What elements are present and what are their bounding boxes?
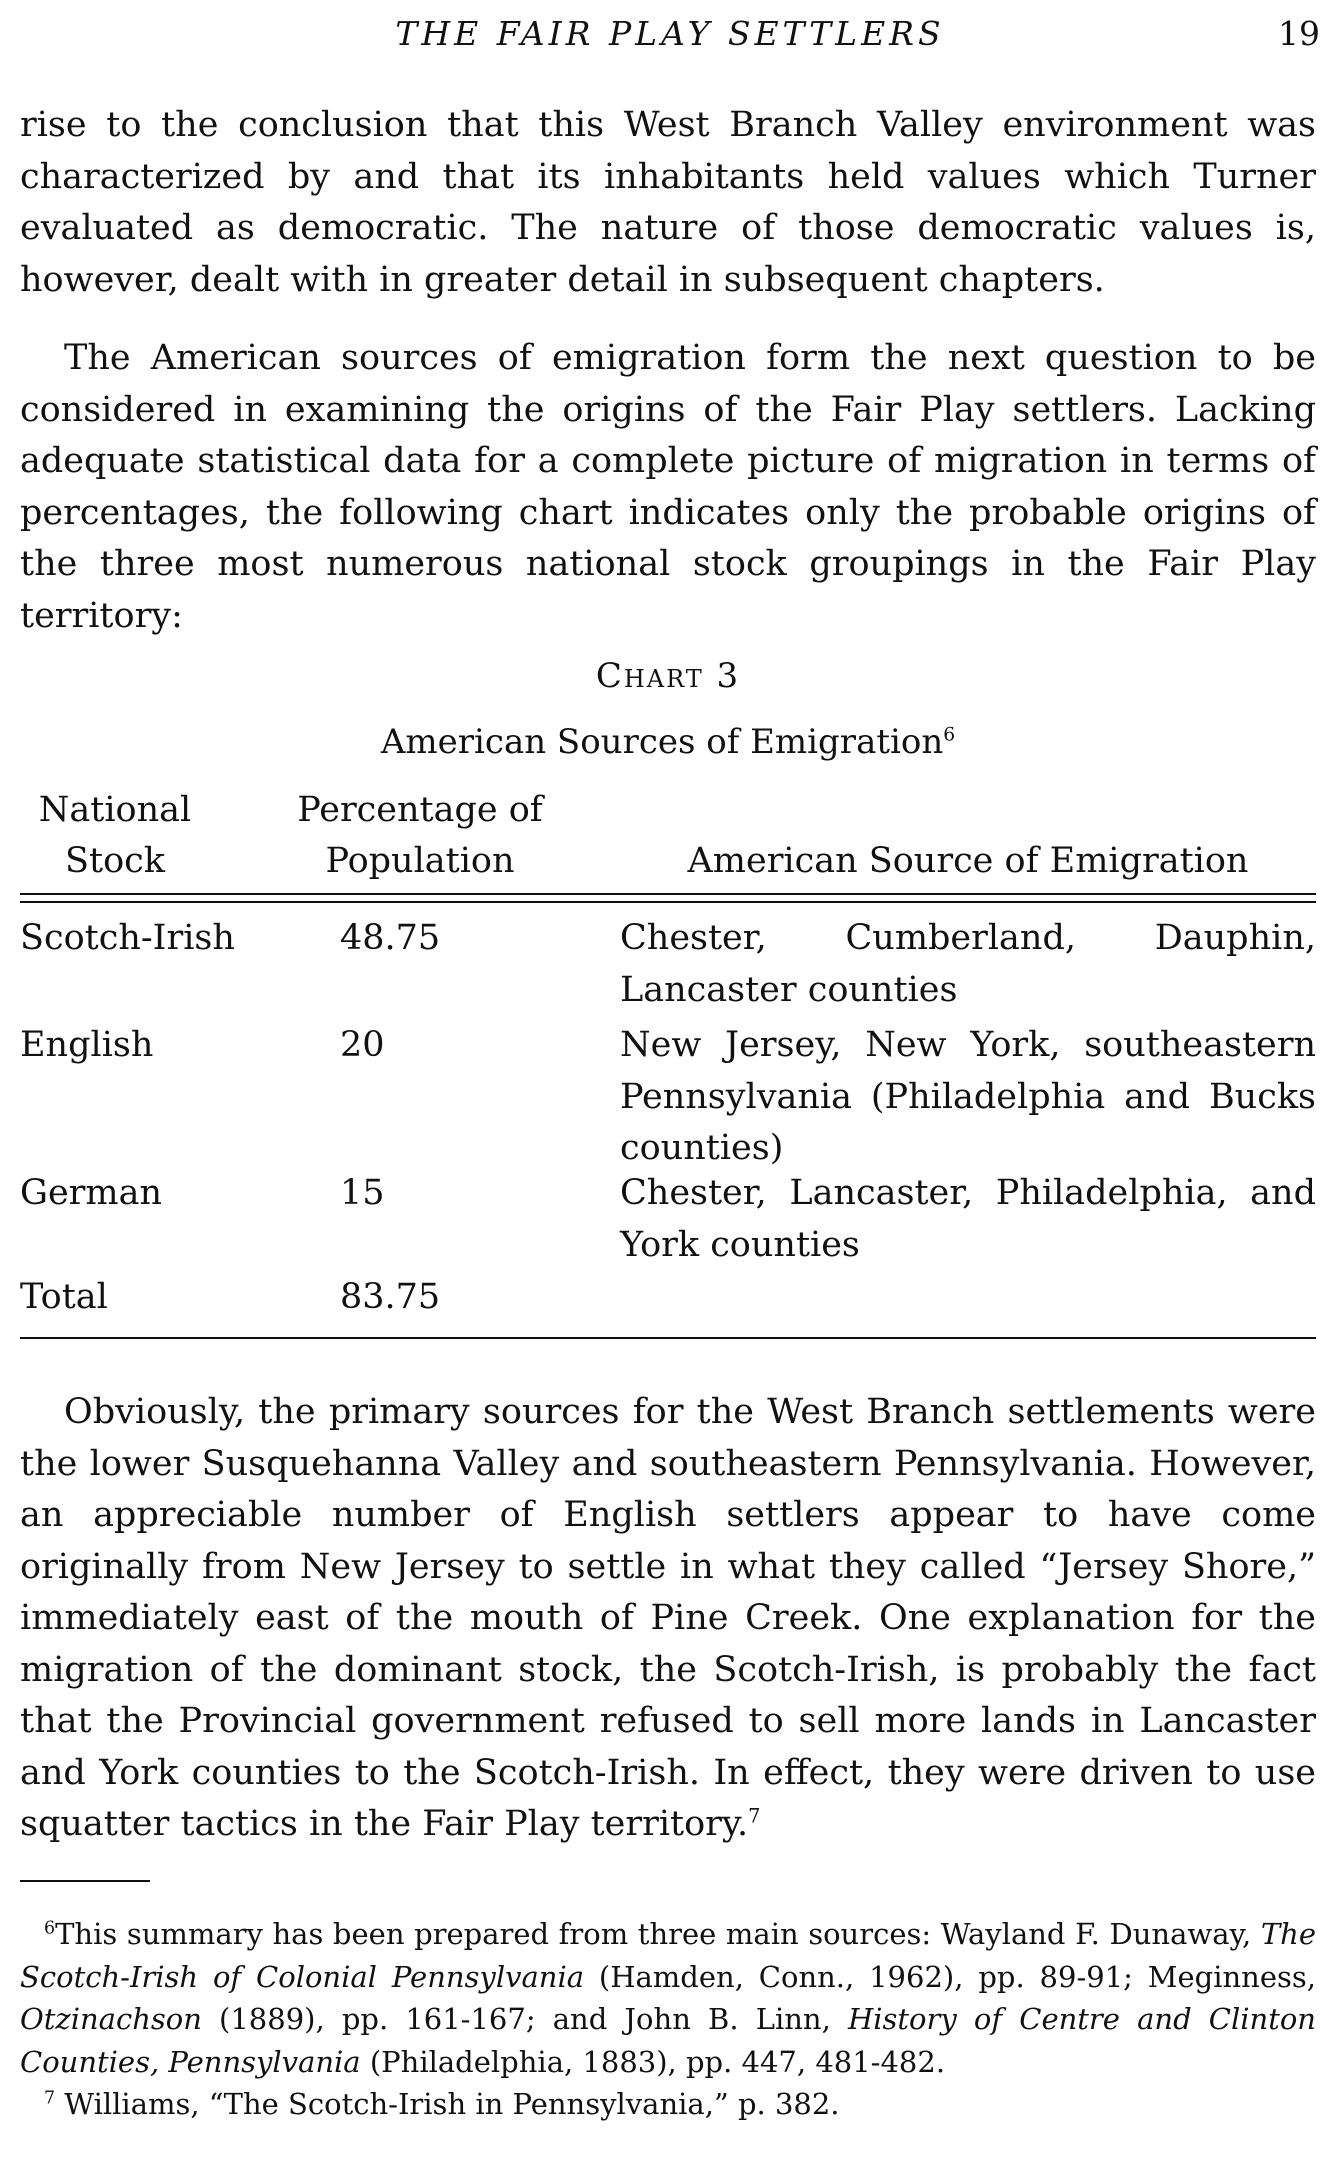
footnote-6-title-dunaway: The Scotch-Irish of Colonial Pennsylvania	[20, 1917, 1316, 1994]
paragraph-3	[20, 1387, 1316, 1851]
chart-number: Chart 3	[595, 656, 741, 696]
footnote-6-text-e: (1889), pp. 161-167; and John B. Linn,	[201, 2002, 848, 2036]
header-pct-line2: Population	[325, 841, 515, 881]
row-source: Chester, Cumberland, Dauphin, Lancaster counties	[620, 918, 1316, 1010]
row-percentage: 15	[340, 1173, 385, 1213]
header-national-stock	[20, 785, 210, 887]
footnote-6-title-linn: History of Centre and Clinton Counties, Pennsylvania	[20, 2002, 1316, 2079]
row-stock: English	[20, 1025, 154, 1065]
row-stock: Scotch-Irish	[20, 918, 235, 958]
header-percentage	[275, 785, 565, 887]
footnotes	[20, 1913, 1316, 2126]
table-rule-top-second	[20, 901, 1316, 903]
row-percentage: 48.75	[340, 918, 441, 958]
row-percentage: 20	[340, 1025, 385, 1065]
paragraph-2-text: The American sources of emigration form the next question to be considered in examining the origins of the Fair Play settlers. Lacking adequate statistical data for a complete picture of migration in terms of percentages, the following chart indicates only the probable origins of the three most numerous national stock groupings in the Fair Play territory:	[20, 338, 1316, 636]
page-number: 19	[1278, 14, 1320, 53]
table-rule-top	[20, 893, 1316, 895]
table-rule-bottom	[20, 1337, 1316, 1339]
chart-title	[0, 722, 1336, 762]
row-source: Chester, Lancaster, Philadelphia, and York counties	[620, 1173, 1316, 1265]
header-source: American Source of Emigration	[687, 841, 1249, 881]
footnote-7-text: Williams, “The Scotch-Irish in Pennsylvania,” p. 382.	[64, 2087, 840, 2121]
paragraph-2	[20, 333, 1316, 642]
row-source: New Jersey, New York, southeastern Pennsylvania (Philadelphia and Bucks counties)	[620, 1025, 1316, 1168]
chart-title-text: American Sources of Emigration	[380, 722, 944, 762]
footnote-7-mark: 7	[44, 2088, 56, 2109]
footnote-6-mark: 6	[44, 1918, 56, 1939]
row-stock: Total	[20, 1277, 108, 1317]
paragraph-1-text: rise to the conclusion that this West Branch Valley environment was characterized by and that its inhabitants held values which Turner evaluated as democratic. The nature of those democratic values is, however, dealt with in greater detail in subsequent chapters.	[20, 105, 1316, 300]
footnote-6-title-otzinachson: Otzinachson	[20, 2002, 202, 2036]
running-title: THE FAIR PLAY SETTLERS	[395, 14, 945, 53]
row-stock: German	[20, 1173, 162, 1213]
header-stock-line2: Stock	[65, 841, 165, 881]
paragraph-3-text	[20, 1387, 1316, 1851]
footnote-divider	[20, 1880, 150, 1882]
footnote-6-text-g: (Philadelphia, 1883), pp. 447, 481-482.	[360, 2044, 946, 2079]
paragraph-3-note-ref: 7	[748, 1804, 761, 1828]
row-percentage: 83.75	[340, 1277, 441, 1317]
header-stock-line1: National	[38, 790, 192, 830]
footnote-6-text-c: (Hamden, Conn., 1962), pp. 89-91; Meginness,	[584, 1959, 1316, 1994]
footnote-7	[20, 2083, 1316, 2126]
chart-title-note-ref: 6	[943, 724, 956, 746]
paragraph-1	[20, 100, 1316, 306]
header-pct-line1: Percentage of	[297, 790, 543, 830]
running-header	[20, 12, 1320, 64]
paragraph-3-body: Obviously, the primary sources for the West Branch settlements were the lower Susquehanna Valley and southeastern Pennsylvania. However, an appreciable number of English settlers appear to have come originally from New Jersey to settle in what they called “Jersey Shore,” immediately east of the mouth of Pine Creek. One explanation for the migration of the dominant stock, the Scotch-Irish, is probably the fact that the Provincial government refused to sell more lands in Lancaster and York counties to the Scotch-Irish. In effect, they were driven to use squatter tactics in the Fair Play territory.	[20, 1392, 1316, 1844]
footnote-6	[20, 1913, 1316, 2083]
footnote-6-text-a: This summary has been prepared from three main sources: Wayland F. Dunaway,	[55, 1917, 1261, 1951]
